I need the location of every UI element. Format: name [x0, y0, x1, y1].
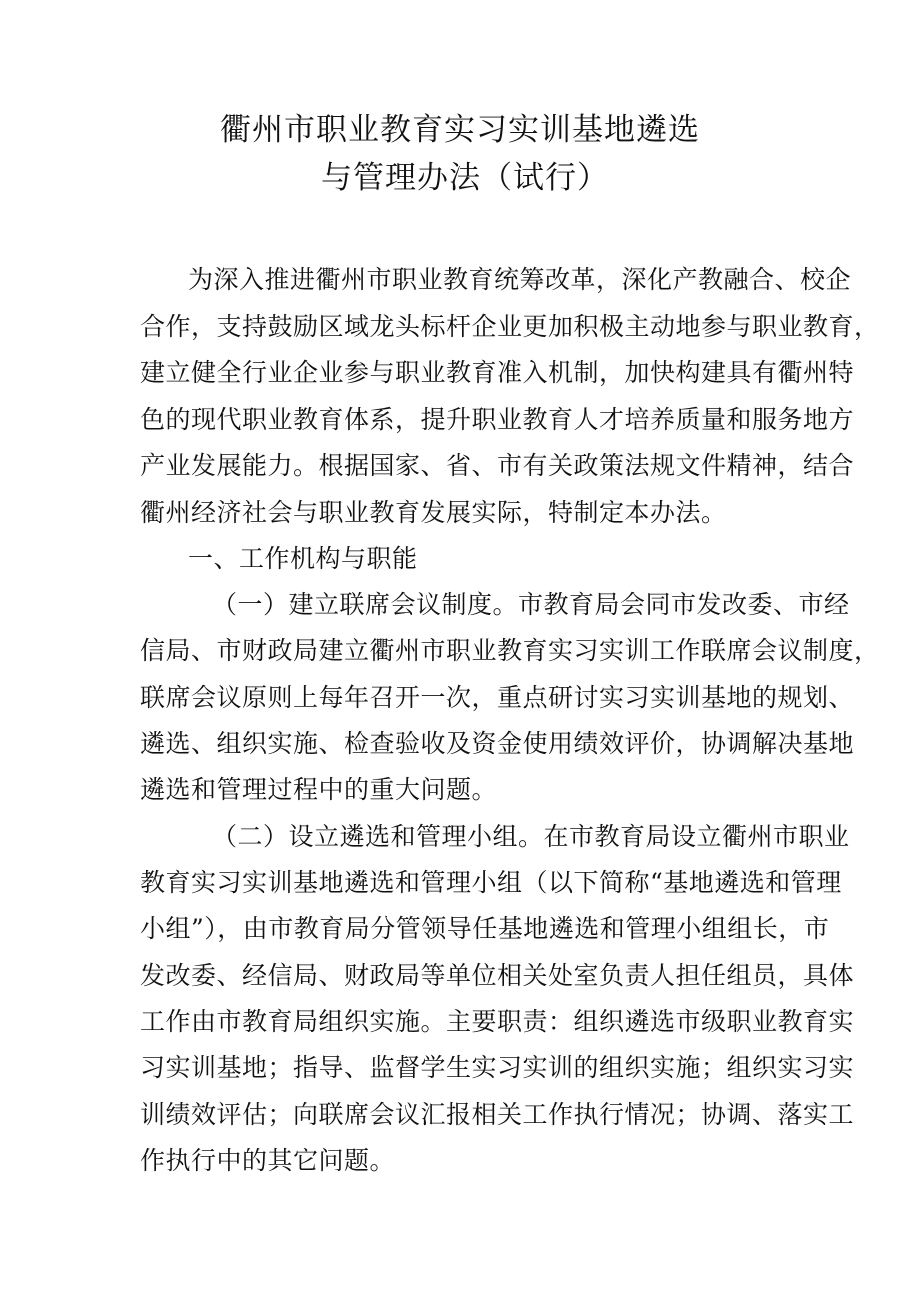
body-line: 教育实习实训基地遴选和管理小组（以下简称“基地遴选和管理: [140, 868, 842, 897]
body-line: 建立健全行业企业参与职业教育准入机制，加快构建具有衢州特: [140, 358, 855, 387]
body-line: 小组”），由市教育局分管领导任基地遴选和管理小组组长，市: [140, 914, 830, 943]
body-line: 作执行中的其它问题。: [140, 1146, 396, 1175]
body-line: 工作由市教育局组织实施。主要职责：组织遴选市级职业教育实: [140, 1007, 855, 1036]
section-heading: 一、工作机构与职能: [188, 544, 418, 573]
body-line: 训绩效评估；向联席会议汇报相关工作执行情况；协调、落实工: [140, 1100, 855, 1129]
body-line: （一）建立联席会议制度。市教育局会同市发改委、市经: [212, 590, 850, 619]
body-line: 联席会议原则上每年召开一次，重点研讨实习实训基地的规划、: [140, 683, 855, 712]
body-line: 遴选和管理过程中的重大问题。: [140, 775, 498, 804]
document-title-line-1: 衢州市职业教育实习实训基地遴选: [220, 112, 700, 148]
body-line: 衢州经济社会与职业教育发展实际，特制定本办法。: [140, 498, 727, 527]
body-line: 信局、市财政局建立衢州市职业教育实习实训工作联席会议制度，: [140, 636, 880, 665]
body-line: 为深入推进衢州市职业教育统筹改革，深化产教融合、校企: [188, 265, 852, 294]
body-line: （二）设立遴选和管理小组。在市教育局设立衢州市职业: [212, 822, 850, 851]
body-line: 合作，支持鼓励区域龙头标杆企业更加积极主动地参与职业教育，: [140, 312, 880, 341]
document-title-line-2: 与管理办法（试行）: [321, 160, 609, 196]
body-line: 遴选、组织实施、检查验收及资金使用绩效评价，协调解决基地: [140, 729, 855, 758]
body-line: 色的现代职业教育体系，提升职业教育人才培养质量和服务地方: [140, 405, 855, 434]
body-line: 发改委、经信局、财政局等单位相关处室负责人担任组员，具体: [140, 961, 855, 990]
body-line: 习实训基地；指导、监督学生实习实训的组织实施；组织实习实: [140, 1053, 855, 1082]
body-line: 产业发展能力。根据国家、省、市有关政策法规文件精神，结合: [140, 451, 855, 480]
